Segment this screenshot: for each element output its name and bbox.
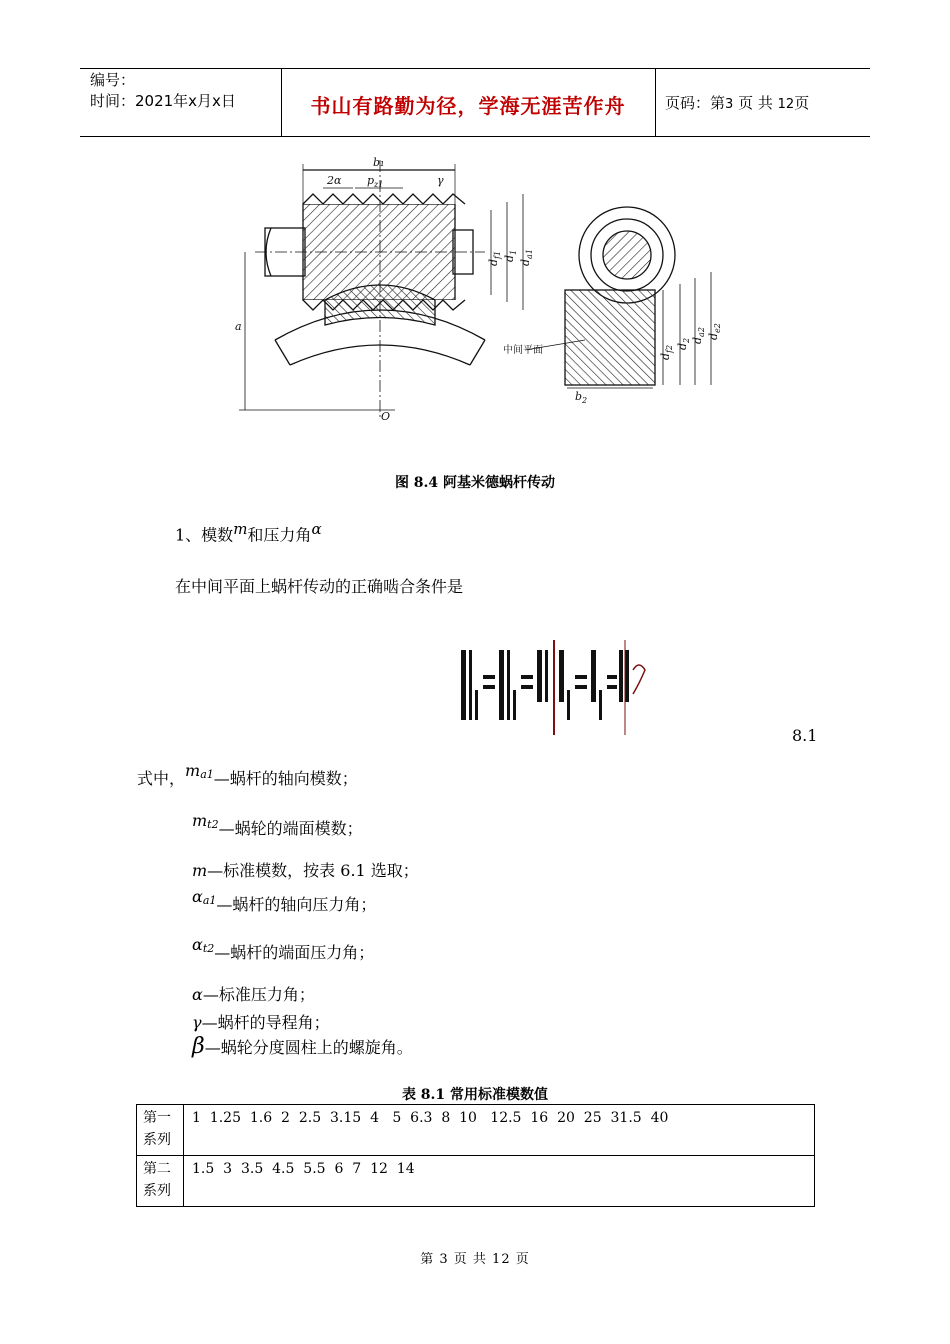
label-da2: $d_{a2}$	[691, 327, 706, 344]
table-caption: 表 8.1 常用标准模数值	[401, 1087, 549, 1103]
def-at2: $\alpha^{t2}—$蜗杆的端面压力角；	[192, 935, 375, 962]
header-left-block	[90, 70, 236, 112]
series-label: 第二 系列	[137, 1156, 184, 1207]
header-divider-right	[655, 68, 656, 136]
label-pz1: $p_{z1}$	[367, 174, 384, 189]
heading-mid: 和压力角	[247, 525, 312, 545]
label-b2: $b_2$	[575, 390, 588, 405]
label-d2: $d_2$	[676, 337, 691, 350]
serial-label: 编号：	[90, 71, 136, 89]
header-motto: 书山有路勤为径，学海无涯苦作舟	[310, 94, 626, 118]
page-mid: 页 共	[738, 94, 773, 112]
def-beta: β—蜗轮分度圆柱上的螺旋角。	[192, 1034, 413, 1059]
label-gamma: γ	[437, 174, 444, 187]
header-page-info	[665, 92, 809, 113]
heading-alpha-symbol: α	[311, 520, 322, 538]
label-a: a	[235, 320, 242, 333]
def-ma1: 式中，$m^{a1}—$蜗杆的轴向模数；	[137, 761, 358, 788]
page-prefix: 页码：第	[665, 94, 726, 112]
header-bottom-rule	[80, 136, 870, 137]
def-mt2: $m^{t2}—$蜗轮的端面模数；	[192, 811, 363, 838]
def-alpha: α—标准压力角；	[192, 985, 315, 1004]
label-df2: $d_{f2}$	[659, 344, 674, 360]
section-heading	[175, 520, 322, 545]
table-row	[137, 1105, 815, 1156]
series-values: 1 1.25 1.6 2 2.5 3.15 4 5 6.3 8 10 12.5 16 20 25 31.5 40	[184, 1105, 815, 1156]
def-aa1: $\alpha^{a1}—$蜗杆的轴向压力角；	[192, 887, 377, 914]
def-gamma: γ—蜗杆的导程角；	[192, 1013, 330, 1032]
label-de2: $d_{e2}$	[707, 323, 722, 340]
label-mid-plane: 中间平面	[503, 345, 543, 356]
equation-number: 8.1	[792, 726, 818, 745]
label-O: O	[381, 410, 391, 423]
wheel-side-section	[565, 290, 655, 385]
def-lead: 式中，	[137, 769, 186, 788]
wheel-end-hub	[603, 231, 651, 279]
page-footer: 第 3 页 共 12 页	[420, 1252, 530, 1267]
meshing-equation-image	[455, 630, 655, 740]
heading-m-symbol: m	[233, 520, 248, 538]
heading-prefix: 1、模数	[175, 525, 234, 545]
header-top-rule	[80, 68, 870, 69]
series-values: 1.5 3 3.5 4.5 5.5 6 7 12 14	[184, 1156, 815, 1207]
standard-modulus-table	[136, 1104, 815, 1207]
def-m: m—标准模数，按表 6.1 选取；	[192, 861, 419, 880]
date-label: 时间：2021年x月x日	[90, 92, 236, 110]
series-label: 第一 系列	[137, 1105, 184, 1156]
page-current: 3	[725, 97, 734, 112]
page-suffix: 页	[794, 94, 810, 112]
figure-caption: 图 8.4 阿基米德蜗杆传动	[394, 475, 556, 491]
page-total: 12	[777, 97, 795, 112]
worm-gear-drawing	[235, 150, 735, 435]
label-b1: b₁	[373, 156, 385, 169]
label-2alpha: 2α	[327, 174, 342, 187]
label-d1: $d_1$	[503, 249, 518, 262]
header-divider-left	[281, 68, 282, 136]
label-df1: $d_{f1}$	[487, 250, 502, 266]
label-da1: $d_{a1}$	[519, 249, 534, 266]
table-row	[137, 1156, 815, 1207]
intro-paragraph: 在中间平面上蜗杆传动的正确啮合条件是	[175, 577, 464, 596]
